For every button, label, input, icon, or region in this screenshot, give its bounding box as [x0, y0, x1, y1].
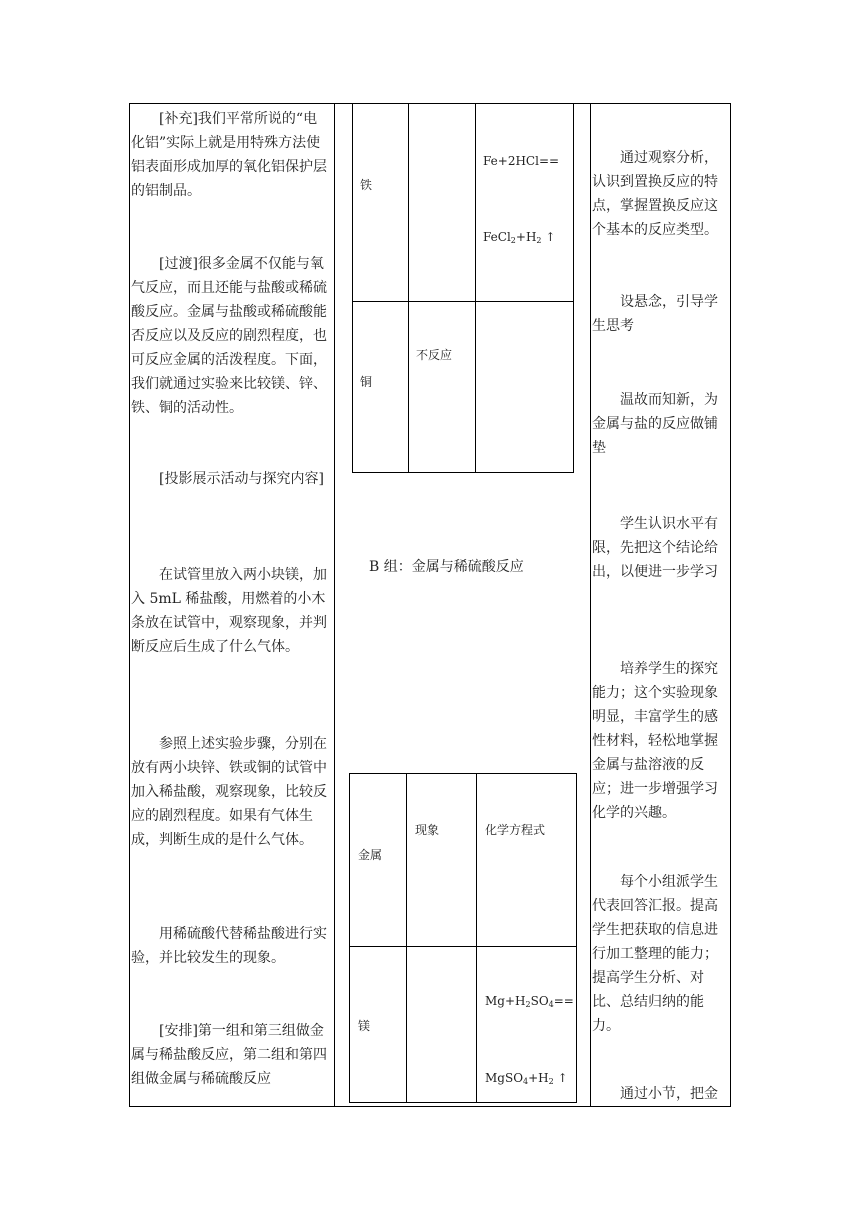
- intent-summary: 通过小节，把金: [620, 1086, 718, 1102]
- table-b-left: [349, 773, 350, 1103]
- table-a-right: [573, 103, 574, 473]
- intent-review: 温故而知新，为金属与盐的反应做铺垫: [592, 392, 718, 456]
- para-step-mg: 在试管里放入两小块镁，加入 5mL 稀盐酸，用燃着的小木条放在试管中，观察现象，并判断反应后生成了什么气体。: [131, 567, 327, 655]
- table-a-top: [352, 103, 574, 104]
- table-b-mg-label: 镁: [358, 1019, 371, 1033]
- intent-suspense: 设悬念，引导学生思考: [592, 294, 718, 334]
- table-a-iron-eq-line1: Fe+2HCl==: [483, 154, 560, 168]
- table-b-mg-eq-line2: $MgSO_4+H_2$ ↑: [485, 1071, 568, 1086]
- table-b-mg-eq-line1: $Mg+H_2SO_4==$: [485, 994, 574, 1009]
- para-supplement: [补充]我们平常所说的“电化铝”实际上就是用特殊方法使铝表面形成加厚的氧化铝保护层的铝制品。: [131, 111, 327, 199]
- column-divider-2: [590, 103, 591, 1107]
- table-a-mid: [352, 301, 574, 302]
- outer-border-bottom: [129, 1106, 731, 1107]
- table-a-copper-label: 铜: [360, 375, 373, 389]
- outer-border-right: [730, 103, 731, 1107]
- para-transition: [过渡]很多金属不仅能与氧气反应，而且还能与盐酸或稀硫酸反应。金属与盐酸或稀硫酸能否反应以及反应的剧烈程度，也可反应金属的活泼程度。下面，我们就通过实验来比较镁、锌、铁、铜的活动性。: [131, 256, 327, 416]
- outer-border-left: [129, 103, 130, 1107]
- column-divider-1: [334, 103, 335, 1107]
- table-a-iron-eq-line2: $FeCl_2+H_2$ ↑: [483, 230, 556, 245]
- table-a-iron-label: 铁: [360, 178, 373, 192]
- intent-report: 每个小组派学生代表回答汇报。提高学生把获取的信息进行加工整理的能力；提高学生分析、对比、总结归纳的能力。: [592, 874, 718, 1034]
- table-a-left: [352, 103, 353, 473]
- table-b-top: [349, 773, 576, 774]
- para-step-others: 参照上述实验步骤，分别在放有两小块锌、铁或铜的试管中加入稀盐酸，观察现象，比较反应的剧烈程度。如果有气体生成，判断生成的是什么气体。: [131, 736, 327, 848]
- table-a-bottom: [352, 472, 574, 473]
- table-a-col2: [475, 103, 476, 473]
- para-projection: [投影展示活动与探究内容]: [159, 471, 324, 487]
- table-b-header-equation: 化学方程式: [485, 823, 546, 837]
- intent-conclusion: 学生认识水平有限，先把这个结论给出，以便进一步学习: [592, 516, 718, 580]
- table-a-copper-phenomenon: 不反应: [416, 348, 453, 362]
- table-b-header-phenomenon: 现象: [415, 823, 440, 837]
- table-a-col1: [408, 103, 409, 473]
- table-b-right: [576, 773, 577, 1103]
- table-b-col2: [476, 773, 477, 1103]
- para-sulfuric: 用稀硫酸代替稀盐酸进行实验，并比较发生的现象。: [131, 926, 327, 966]
- table-b-bottom: [349, 1102, 576, 1103]
- table-b-mid: [349, 946, 576, 947]
- table-b-header-metal: 金属: [358, 848, 383, 862]
- para-arrangement: [安排]第一组和第三组做金属与稀盐酸反应，第二组和第四组做金属与稀硫酸反应: [131, 1023, 327, 1087]
- intent-inquiry: 培养学生的探究能力；这个实验现象明显，丰富学生的感性材料，轻松地掌握金属与盐溶液的反应；进一步增强学习化学的兴趣。: [592, 661, 718, 821]
- intent-observe: 通过观察分析，认识到置换反应的特点，掌握置换反应这个基本的反应类型。: [592, 150, 718, 238]
- table-b-col1: [406, 773, 407, 1103]
- group-b-label: B 组：金属与稀硫酸反应: [369, 559, 524, 575]
